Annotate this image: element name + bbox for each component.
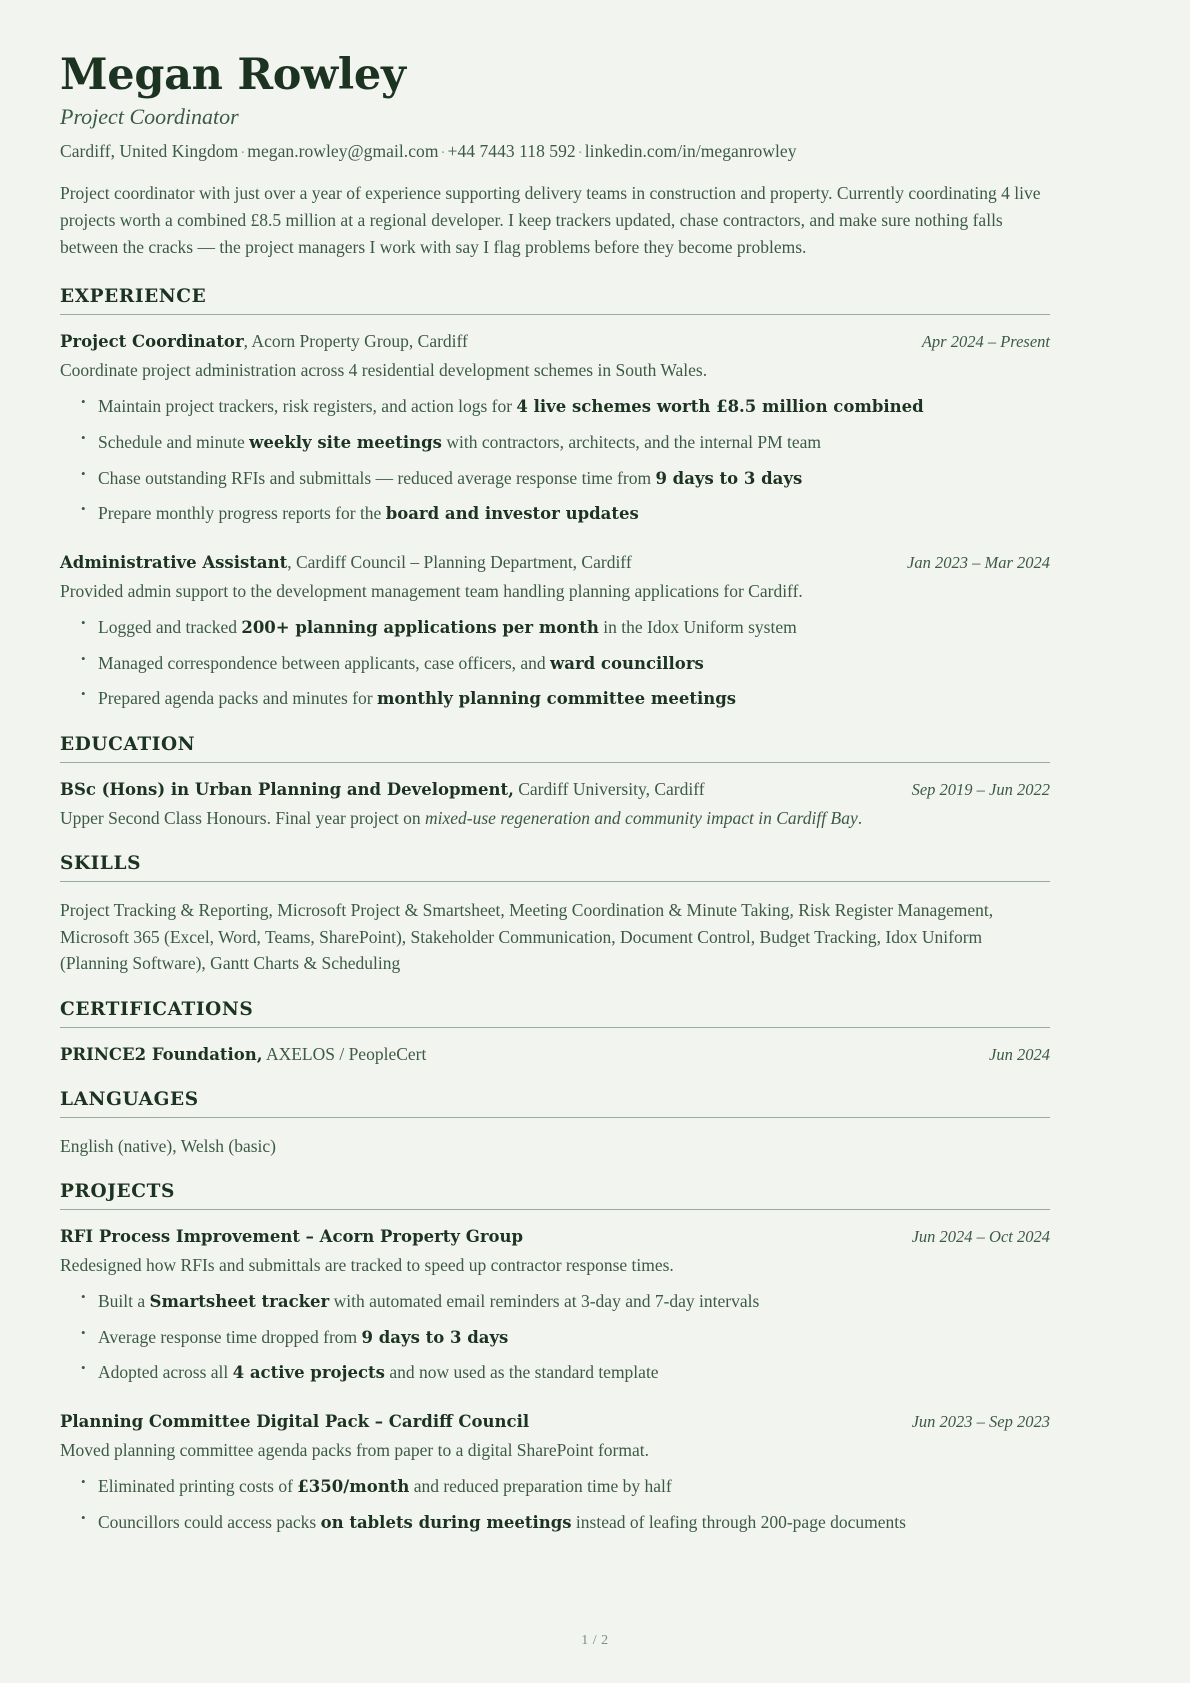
project-description: Moved planning committee agenda packs from paper to a digital SharePoint format. <box>60 1439 650 1460</box>
bullet-highlight: ward councillors <box>550 653 704 673</box>
education-title-line <box>60 778 705 802</box>
bullet-item <box>81 1509 1050 1536</box>
experience-date: Jan 2023 – Mar 2024 <box>907 553 1050 573</box>
bullet-highlight: 9 days to 3 days <box>361 1327 509 1347</box>
section-heading-projects: PROJECTS <box>60 1181 175 1203</box>
experience-title-line <box>60 330 468 354</box>
certification-name: PRINCE2 Foundation, <box>60 1044 263 1064</box>
bullet-text: Logged and tracked <box>98 616 242 637</box>
project-date: Jun 2024 – Oct 2024 <box>911 1227 1050 1247</box>
certification-title-line <box>60 1043 426 1067</box>
bullet-text-tail: and now used as the standard template <box>384 1362 659 1383</box>
section-heading-certifications: CERTIFICATIONS <box>60 998 254 1020</box>
experience-company: , Acorn Property Group, Cardiff <box>243 331 468 352</box>
experience-description: Provided admin support to the development management team handling planning applications for Cardiff. <box>60 580 803 601</box>
section-divider <box>60 1209 1050 1210</box>
section-divider <box>60 881 1050 882</box>
bullet-highlight: 4 active projects <box>232 1363 385 1383</box>
bullet-highlight: on tablets during meetings <box>320 1512 572 1532</box>
bullet-item <box>81 465 1050 492</box>
bullet-text: Built a <box>98 1290 150 1311</box>
bullet-text: Eliminated printing costs of <box>98 1476 298 1497</box>
experience-title-line <box>60 551 632 575</box>
experience-bullet-list <box>60 614 1050 712</box>
bullet-item <box>81 1473 1050 1500</box>
contact-separator-icon: · <box>440 145 446 162</box>
education-project-title: mixed-use regeneration and community impact in Cardiff Bay <box>425 807 858 828</box>
resume-sheet <box>60 52 1050 1536</box>
section-skills <box>60 853 1050 977</box>
bullet-item <box>81 685 1050 712</box>
project-name: Planning Committee Digital Pack – Cardiff Council <box>60 1412 530 1432</box>
contact-email[interactable]: megan.rowley@gmail.com <box>247 141 439 162</box>
education-description <box>60 805 1050 831</box>
contact-separator-icon: · <box>240 145 246 162</box>
experience-company: , Cardiff Council – Planning Department, Cardiff <box>287 552 632 573</box>
section-languages <box>60 1089 1050 1160</box>
section-heading-education: EDUCATION <box>60 734 196 756</box>
project-entry-header <box>60 1410 1050 1434</box>
section-divider <box>60 762 1050 763</box>
bullet-text-tail: in the Idox Uniform system <box>598 616 797 637</box>
bullet-item <box>81 1288 1050 1315</box>
section-education <box>60 734 1050 831</box>
education-date: Sep 2019 – Jun 2022 <box>911 780 1050 800</box>
bullet-text: Prepare monthly progress reports for the <box>98 503 386 524</box>
bullet-highlight: £350/month <box>297 1477 410 1497</box>
project-entry <box>60 1225 1050 1386</box>
bullet-highlight: monthly planning committee meetings <box>376 689 737 709</box>
skills-list: Project Tracking & Reporting, Microsoft Project & Smartsheet, Meeting Coordination & Minute Taking, Risk Register Management, Microsoft 365 (Excel, Word, Teams, SharePoint), Stakeholder Communication, Document Control, Budget Tracking, Idox Uniform (Planning Software), Gantt Charts & Scheduling <box>60 900 994 974</box>
bullet-highlight: weekly site meetings <box>249 432 442 452</box>
experience-entry-header <box>60 551 1050 575</box>
certification-entry <box>60 1043 1050 1067</box>
contact-linkedin[interactable]: linkedin.com/in/meganrowley <box>584 141 797 162</box>
bullet-text: Chase outstanding RFIs and submittals — reduced average response time from <box>98 467 656 488</box>
contact-location: Cardiff, United Kingdom <box>60 141 239 162</box>
experience-bullet-list <box>60 393 1050 527</box>
bullet-text: Adopted across all <box>98 1362 233 1383</box>
education-entry-header <box>60 778 1050 802</box>
experience-entry <box>60 551 1050 712</box>
education-desc-tail: . <box>857 807 863 828</box>
project-title-line <box>60 1225 523 1249</box>
languages-list: English (native), Welsh (basic) <box>60 1135 276 1156</box>
experience-description: Coordinate project administration across 4 residential development schemes in South Wales. <box>60 359 708 380</box>
section-heading-experience: EXPERIENCE <box>60 286 207 308</box>
candidate-title: Project Coordinator <box>60 104 239 130</box>
education-entry <box>60 778 1050 831</box>
project-name: RFI Process Improvement – Acorn Property Group <box>60 1227 524 1247</box>
bullet-item <box>81 1324 1050 1351</box>
section-divider <box>60 1117 1050 1118</box>
certification-issuer: AXELOS / PeopleCert <box>262 1043 427 1064</box>
section-divider <box>60 1027 1050 1028</box>
contact-line <box>60 141 1050 162</box>
education-desc-text: Upper Second Class Honours. Final year project on <box>60 807 425 828</box>
section-heading-languages: LANGUAGES <box>60 1088 199 1110</box>
certification-entry-header <box>60 1043 1050 1067</box>
bullet-text-tail: with contractors, architects, and the internal PM team <box>441 431 822 452</box>
page-indicator: 1 / 2 <box>581 1633 609 1648</box>
project-entry <box>60 1410 1050 1535</box>
experience-entry <box>60 330 1050 527</box>
bullet-highlight: 200+ planning applications per month <box>241 617 599 637</box>
project-bullet-list <box>60 1473 1050 1536</box>
project-entry-header <box>60 1225 1050 1249</box>
education-institution: Cardiff University, Cardiff <box>513 779 705 800</box>
section-divider <box>60 314 1050 315</box>
contact-separator-icon: · <box>577 145 583 162</box>
certification-date: Jun 2024 <box>989 1044 1050 1064</box>
experience-role: Administrative Assistant <box>60 553 288 573</box>
bullet-item <box>81 393 1050 420</box>
project-bullet-list <box>60 1288 1050 1386</box>
bullet-highlight: 4 live schemes worth £8.5 million combined <box>516 397 924 417</box>
education-degree: BSc (Hons) in Urban Planning and Development, <box>60 780 514 800</box>
bullet-text: Councillors could access packs <box>98 1511 321 1532</box>
section-heading-skills: SKILLS <box>60 853 142 875</box>
bullet-highlight: Smartsheet tracker <box>149 1291 330 1311</box>
experience-entry-header <box>60 330 1050 354</box>
experience-role: Project Coordinator <box>60 332 244 352</box>
section-projects <box>60 1181 1050 1536</box>
bullet-text: Average response time dropped from <box>98 1326 362 1347</box>
bullet-item <box>81 614 1050 641</box>
professional-summary: Project coordinator with just over a year of experience supporting delivery teams in construction and property. Currently coordinating 4 live projects worth a combined £8.5 million at a regional developer. I keep trackers updated, chase contractors, and make sure nothing falls between the cracks — the project managers I work with say I flag problems before they become problems. <box>60 183 1041 257</box>
section-experience <box>60 286 1050 712</box>
project-date: Jun 2023 – Sep 2023 <box>911 1412 1050 1432</box>
bullet-item <box>81 500 1050 527</box>
project-title-line <box>60 1410 529 1434</box>
bullet-text-tail: instead of leafing through 200-page documents <box>571 1511 906 1532</box>
bullet-text-tail: and reduced preparation time by half <box>409 1476 672 1497</box>
bullet-highlight: board and investor updates <box>385 504 639 524</box>
bullet-item <box>81 429 1050 456</box>
bullet-item <box>81 1359 1050 1386</box>
bullet-item <box>81 650 1050 677</box>
bullet-text: Maintain project trackers, risk registers, and action logs for <box>98 396 517 417</box>
bullet-text-tail: with automated email reminders at 3-day and 7-day intervals <box>329 1290 760 1311</box>
bullet-highlight: 9 days to 3 days <box>655 468 803 488</box>
experience-date: Apr 2024 – Present <box>921 332 1050 352</box>
contact-phone[interactable]: +44 7443 118 592 <box>447 141 576 162</box>
resume-header <box>60 52 1050 260</box>
section-certifications <box>60 999 1050 1067</box>
bullet-text: Managed correspondence between applicants, case officers, and <box>98 652 551 673</box>
candidate-name: Megan Rowley <box>60 50 406 100</box>
bullet-text: Schedule and minute <box>98 431 250 452</box>
bullet-text: Prepared agenda packs and minutes for <box>98 688 377 709</box>
project-description: Redesigned how RFIs and submittals are tracked to speed up contractor response times. <box>60 1254 674 1275</box>
